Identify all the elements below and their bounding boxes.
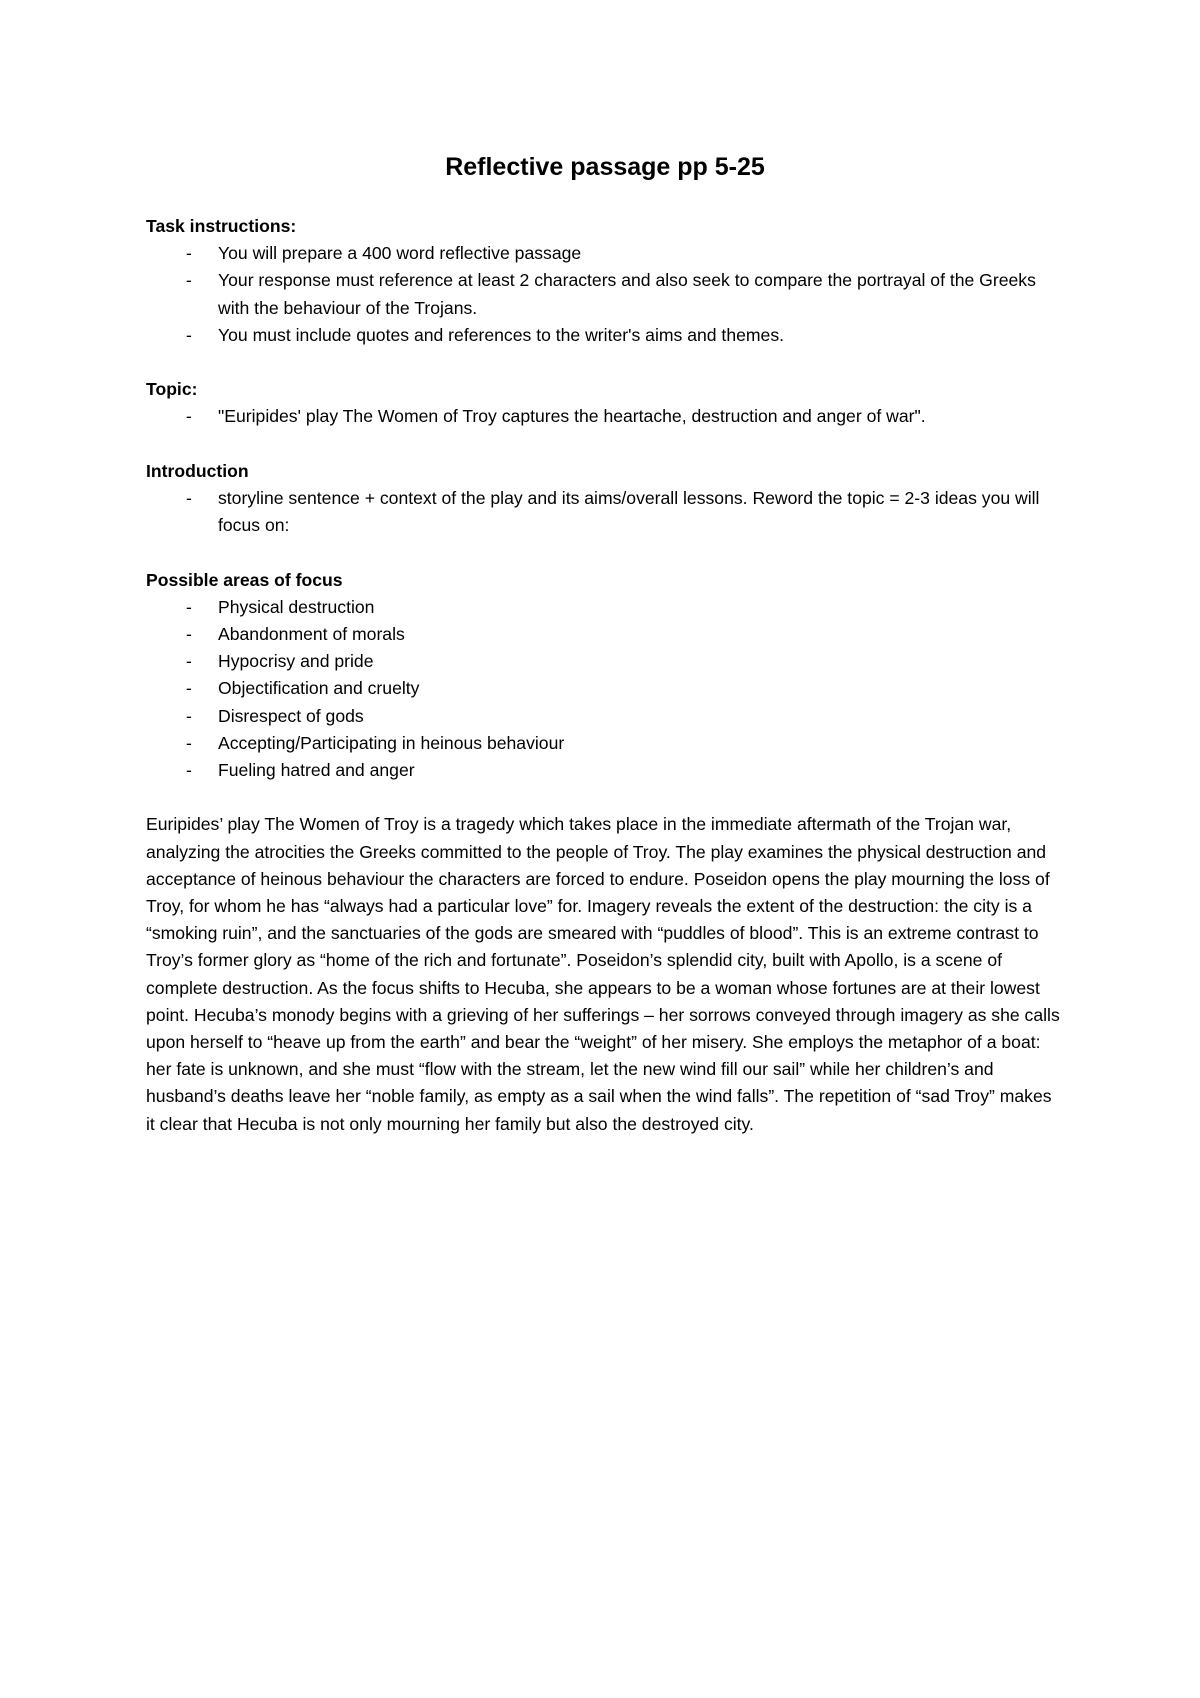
spacer bbox=[146, 431, 1064, 458]
bullet-dash: - bbox=[186, 651, 192, 672]
task-instructions-section bbox=[146, 213, 1064, 349]
bullet-dash: - bbox=[186, 596, 192, 617]
list-item-text: Physical destruction bbox=[218, 596, 375, 617]
list-item-text: Hypocrisy and pride bbox=[218, 651, 374, 672]
bullet-dash: - bbox=[186, 324, 192, 345]
list-item bbox=[146, 403, 1064, 430]
focus-areas-heading: Possible areas of focus bbox=[146, 569, 343, 590]
list-item bbox=[146, 621, 1064, 648]
bullet-dash: - bbox=[186, 678, 192, 699]
bullet-dash: - bbox=[186, 406, 192, 427]
list-item-text: Disrespect of gods bbox=[218, 705, 364, 726]
list-item-text: Your response must reference at least 2 characters and also seek to compare the portrayal of the Greeks with the behaviour of the Trojans. bbox=[218, 270, 1036, 318]
bullet-dash: - bbox=[186, 488, 192, 508]
task-instructions-heading: Task instructions: bbox=[146, 216, 297, 236]
list-item bbox=[146, 730, 1064, 757]
introduction-list bbox=[146, 485, 1064, 539]
introduction-section bbox=[146, 458, 1064, 540]
list-item-text: Objectification and cruelty bbox=[218, 678, 420, 699]
focus-areas-list bbox=[146, 594, 1064, 784]
spacer bbox=[146, 539, 1064, 566]
bullet-dash: - bbox=[186, 270, 192, 291]
topic-list bbox=[146, 403, 1064, 430]
list-item-text: You must include quotes and references to the writer's aims and themes. bbox=[218, 324, 785, 345]
bullet-dash: - bbox=[186, 705, 192, 726]
page-title: Reflective passage pp 5-25 bbox=[445, 153, 765, 181]
list-item-text: "Euripides' play The Women of Troy captures the heartache, destruction and anger of war". bbox=[218, 406, 926, 427]
list-item bbox=[146, 267, 1064, 321]
introduction-heading: Introduction bbox=[146, 460, 249, 481]
list-item-text: Fueling hatred and anger bbox=[218, 760, 415, 781]
reflective-passage-paragraph: Euripides’ play The Women of Troy is a tragedy which takes place in the immediate aftermath of the Trojan war, analyzing the atrocities the Greeks committed to the people of Troy. The play examines the physical destruction and acceptance of heinous behaviour the characters are forced to endure. Poseidon opens the play mourning the loss of Troy, for whom he has “always had a particular love” for. Imagery reveals the extent of the destruction: the city is a “smoking ruin”, and the sanctuaries of the gods are smeared with “puddles of blood”. This is an extreme contrast to Troy’s former glory as “home of the rich and fortunate”. Poseidon’s splendid city, built with Apollo, is a scene of complete destruction. As the focus shifts to Hecuba, she appears to be a woman whose fortunes are at their lowest point. Hecuba’s monody begins with a grieving of her sufferings – her sorrows conveyed through imagery as she calls upon herself to “heave up from the earth” and bear the “weight” of her misery. She employs the metaphor of a boat: her fate is unknown, and she must “flow with the stream, let the new wind fill our sail” while her children’s and husband’s deaths leave her “noble family, as empty as a sail when the wind falls”. The repetition of “sad Troy” makes it clear that Hecuba is not only mourning her family but also the destroyed city. bbox=[146, 814, 1060, 1134]
list-item-text: storyline sentence + context of the play and its aims/overall lessons. Reword the topic = 2-3 ideas you will focus on: bbox=[218, 488, 1040, 536]
document-page bbox=[146, 0, 1064, 1698]
list-item bbox=[146, 485, 1064, 539]
list-item-text: Accepting/Participating in heinous behaviour bbox=[218, 732, 565, 753]
spacer bbox=[146, 349, 1064, 376]
list-item bbox=[146, 322, 1064, 349]
topic-heading: Topic: bbox=[146, 379, 198, 400]
list-item bbox=[146, 594, 1064, 621]
bullet-dash: - bbox=[186, 760, 192, 781]
list-item bbox=[146, 703, 1064, 730]
list-item bbox=[146, 240, 1064, 267]
spacer bbox=[146, 784, 1064, 811]
document-body bbox=[146, 213, 1064, 1138]
list-item bbox=[146, 675, 1064, 702]
list-item bbox=[146, 648, 1064, 675]
task-instructions-list bbox=[146, 240, 1064, 349]
list-item-text: You will prepare a 400 word reflective passage bbox=[218, 243, 582, 264]
focus-areas-section bbox=[146, 567, 1064, 785]
list-item-text: Abandonment of morals bbox=[218, 624, 405, 644]
topic-section bbox=[146, 376, 1064, 430]
bullet-dash: - bbox=[186, 624, 192, 644]
bullet-dash: - bbox=[186, 243, 192, 264]
bullet-dash: - bbox=[186, 732, 192, 753]
list-item bbox=[146, 757, 1064, 784]
